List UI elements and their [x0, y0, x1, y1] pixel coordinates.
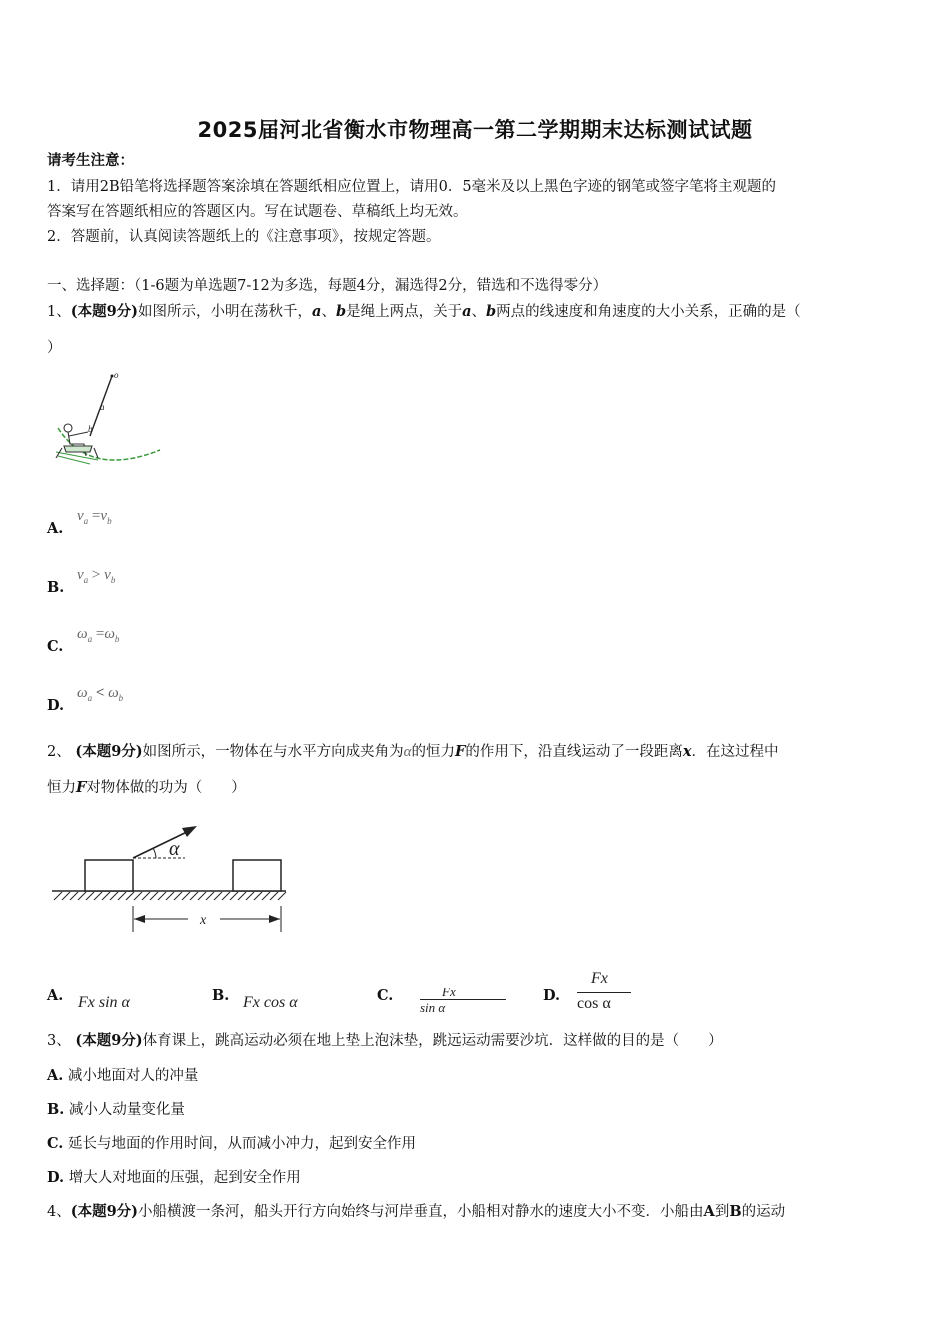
- q4-point-A: A: [703, 1203, 715, 1220]
- force-diagram: [50, 820, 295, 938]
- q1-sep: 、: [321, 304, 336, 320]
- q4-point-B: B: [729, 1203, 742, 1220]
- q3-option-a: A. 减小地面对人的冲量: [47, 1067, 199, 1084]
- question-4-stem: [47, 1202, 785, 1222]
- fig1-label-o: o: [114, 370, 119, 380]
- q3-option-d: D. 增大人对地面的压强，起到安全作用: [47, 1169, 301, 1186]
- q1-option-b-letter: B.: [47, 579, 65, 596]
- q2-number: 2、: [47, 744, 71, 760]
- q2-option-d-letter: D.: [543, 987, 561, 1004]
- q3-option-c: C. 延长与地面的作用时间，从而减小冲力，起到安全作用: [47, 1135, 416, 1152]
- q1-option-a-formula: $v_a =v_b$: [77, 508, 112, 526]
- question-2-line2: 恒力F对物体做的功为（ ）: [47, 779, 246, 796]
- notice-item1-line2: 答案写在答题纸相应的答题区内。写在试题卷、草稿纸上均无效。: [47, 204, 468, 220]
- q2-option-d-formula: Fx cos α: [575, 970, 635, 1016]
- notice-item1-line1: 1．请用2B铅笔将选择题答案涂填在答题纸相应位置上，请用0．5毫米及以上黑色字迹的钢笔或签字笔将主观题的: [47, 179, 777, 195]
- q1-score: (本题9分): [70, 303, 139, 320]
- question-3-stem: [47, 1031, 723, 1051]
- q1-number: 1、: [47, 304, 71, 320]
- q1-option-d-letter: D.: [47, 697, 65, 714]
- q2-text3: 的作用下，沿直线运动了一段距离: [465, 744, 683, 760]
- question-2-stem: [47, 742, 778, 762]
- block-start: [85, 860, 133, 891]
- section-heading: 一、选择题：（1-6题为单选题7-12为多选，每题4分，漏选得2分，错选和不选得零分）: [47, 278, 608, 294]
- q1-point-b2: b: [486, 303, 497, 320]
- q3-number: 3、: [47, 1033, 71, 1049]
- fig1-label-a: a: [100, 402, 105, 412]
- q4-text1: 小船横渡一条河，船头开行方向始终与河岸垂直，小船相对静水的速度大小不变．小船由: [138, 1204, 704, 1220]
- q2-text1: 如图所示，一物体在与水平方向成夹角为: [142, 744, 404, 760]
- page-title: 2025届河北省衡水市物理高一第二学期期末达标测试试题: [197, 118, 753, 142]
- distance-x-label: x: [200, 913, 207, 928]
- q2-F: F: [455, 743, 466, 760]
- swing-figure: [50, 368, 165, 473]
- q4-score: (本题9分): [70, 1203, 139, 1220]
- q1-point-a: a: [312, 303, 322, 320]
- q2-option-b-letter: B.: [212, 987, 230, 1004]
- q1-sep2: 、: [471, 304, 486, 320]
- notice-item2: 2．答题前，认真阅读答题纸上的《注意事项》，按规定答题。: [47, 229, 441, 245]
- q4-to: 到: [714, 1204, 730, 1220]
- q1-option-c-letter: C.: [47, 638, 64, 655]
- q2-option-b-formula: Fx cos α: [243, 994, 298, 1011]
- q1-point-a2: a: [462, 303, 472, 320]
- q1-option-d-formula: $\omega_a < \omega_b$: [77, 685, 124, 703]
- q2-text2: 的恒力: [411, 744, 456, 760]
- q3-text: 体育课上，跳高运动必须在地上垫上泡沫垫，跳远运动需要沙坑．这样做的目的是（ ）: [142, 1033, 723, 1049]
- q1-text3: 两点的线速度和角速度的大小关系，正确的是（: [496, 304, 801, 320]
- block-end: [233, 860, 281, 891]
- q3-score: (本题9分): [75, 1032, 143, 1049]
- q2-option-a-letter: A.: [47, 987, 64, 1004]
- question-1-stem: [47, 302, 801, 322]
- q2-text4: ．在这过程中: [691, 744, 779, 760]
- q2-option-a-formula: Fx sin α: [78, 994, 130, 1011]
- q3-option-b: B. 减小人动量变化量: [47, 1101, 185, 1118]
- q1-text: 如图所示，小明在荡秋千，: [138, 304, 313, 320]
- q2-option-c-letter: C.: [377, 987, 394, 1004]
- q1-text2: 是绳上两点，关于: [346, 304, 463, 320]
- notice-heading: 请考生注意：: [47, 152, 134, 169]
- q2-alpha: α: [403, 744, 412, 760]
- fig1-label-b: b: [88, 424, 93, 434]
- q4-text2: 的运动: [741, 1204, 786, 1220]
- q2-score: (本题9分): [75, 743, 143, 760]
- q1-option-b-formula: $v_a > v_b$: [77, 567, 116, 585]
- q1-option-c-formula: $\omega_a =\omega_b$: [77, 626, 120, 644]
- q4-number: 4、: [47, 1204, 71, 1220]
- q1-point-b: b: [335, 303, 347, 320]
- force-arrowhead: [182, 826, 197, 837]
- q1-option-a-letter: A.: [47, 520, 64, 537]
- q1-close-paren: ）: [47, 340, 62, 356]
- q2-x: x: [682, 743, 692, 760]
- angle-alpha-label: α: [169, 838, 180, 860]
- q2-option-c-formula: Fx sin α: [414, 988, 514, 1014]
